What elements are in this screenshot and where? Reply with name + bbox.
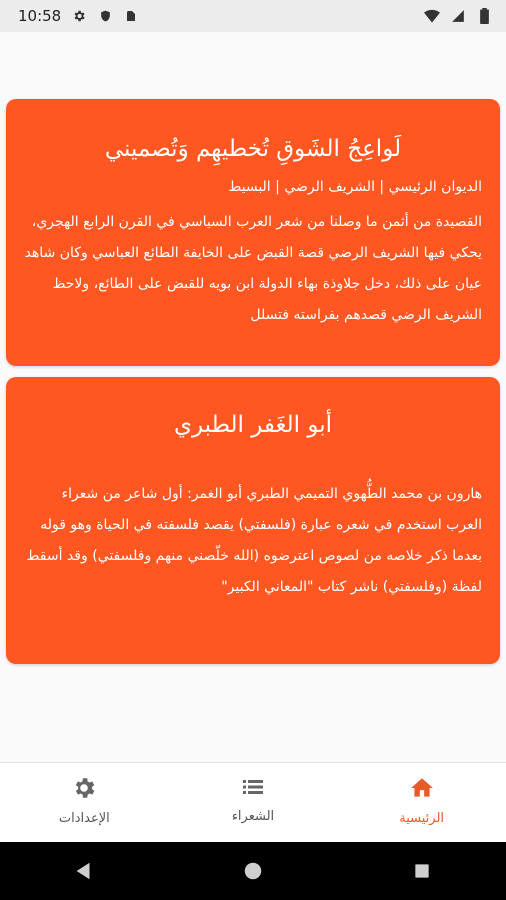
poet-bio: هارون بن محمد الطُّهوي التميمي الطبري أبو الغمر: أول شاعر من شعراء العرب استخدم في شعره عبارة (فلسفتي) يقصد فلسفته في الحياة وهو قوله بعدما ذكر خلاصه من لصوص اعترضوه (الله خلّصني منهم وفلسفتي) وقد أسقط لفظة (وفلسفتي) ناشر كتاب "المعاني الكبير" [26,486,482,595]
list-icon [241,775,265,803]
shield-status-icon [97,8,113,24]
gear-status-icon [71,8,87,24]
back-button[interactable] [64,851,104,891]
battery-icon [476,8,492,24]
system-navigation-bar [0,842,506,900]
signal-icon [450,8,466,24]
nav-poets-label: الشعراء [231,809,275,824]
nav-settings[interactable] [0,763,168,826]
nav-home-label: الرئيسية [399,811,445,826]
poet-name: أبو الغَفر الطبري [173,412,332,438]
poem-card[interactable] [6,99,500,366]
poem-meta: الديوان الرئيسي | الشريف الرضي | البسيط [228,179,482,195]
nav-poets[interactable] [169,763,337,824]
gear-icon [71,775,97,805]
poem-description: القصيدة من أثمن ما وصلنا من شعر العرب السياسي في القرن الرابع الهجري، يحكي فيها الشريف الرضي قصة القبض على الخايفة الطائع العباسي وكان شاهد عيان على ذلك، دخل جلاوذة بهاء الدولة ابن بويه للقبض على الطائع، ولاحظ الشريف الرضي قصدهم بفراسته فتسلل [24,214,482,323]
sim-status-icon [123,8,139,24]
home-button[interactable] [233,851,273,891]
poet-card[interactable] [6,377,500,664]
recents-button[interactable] [402,851,442,891]
home-icon [409,775,435,805]
nav-home[interactable] [338,763,506,826]
nav-settings-label: الإعدادات [58,811,110,826]
poem-title: لَواعِجُ الشَوقِ تُخطيهِم وَتُصميني [104,136,402,162]
wifi-icon [424,8,440,24]
bottom-navigation [0,762,506,843]
status-time: 10:58 [18,7,62,25]
status-bar [0,0,506,32]
